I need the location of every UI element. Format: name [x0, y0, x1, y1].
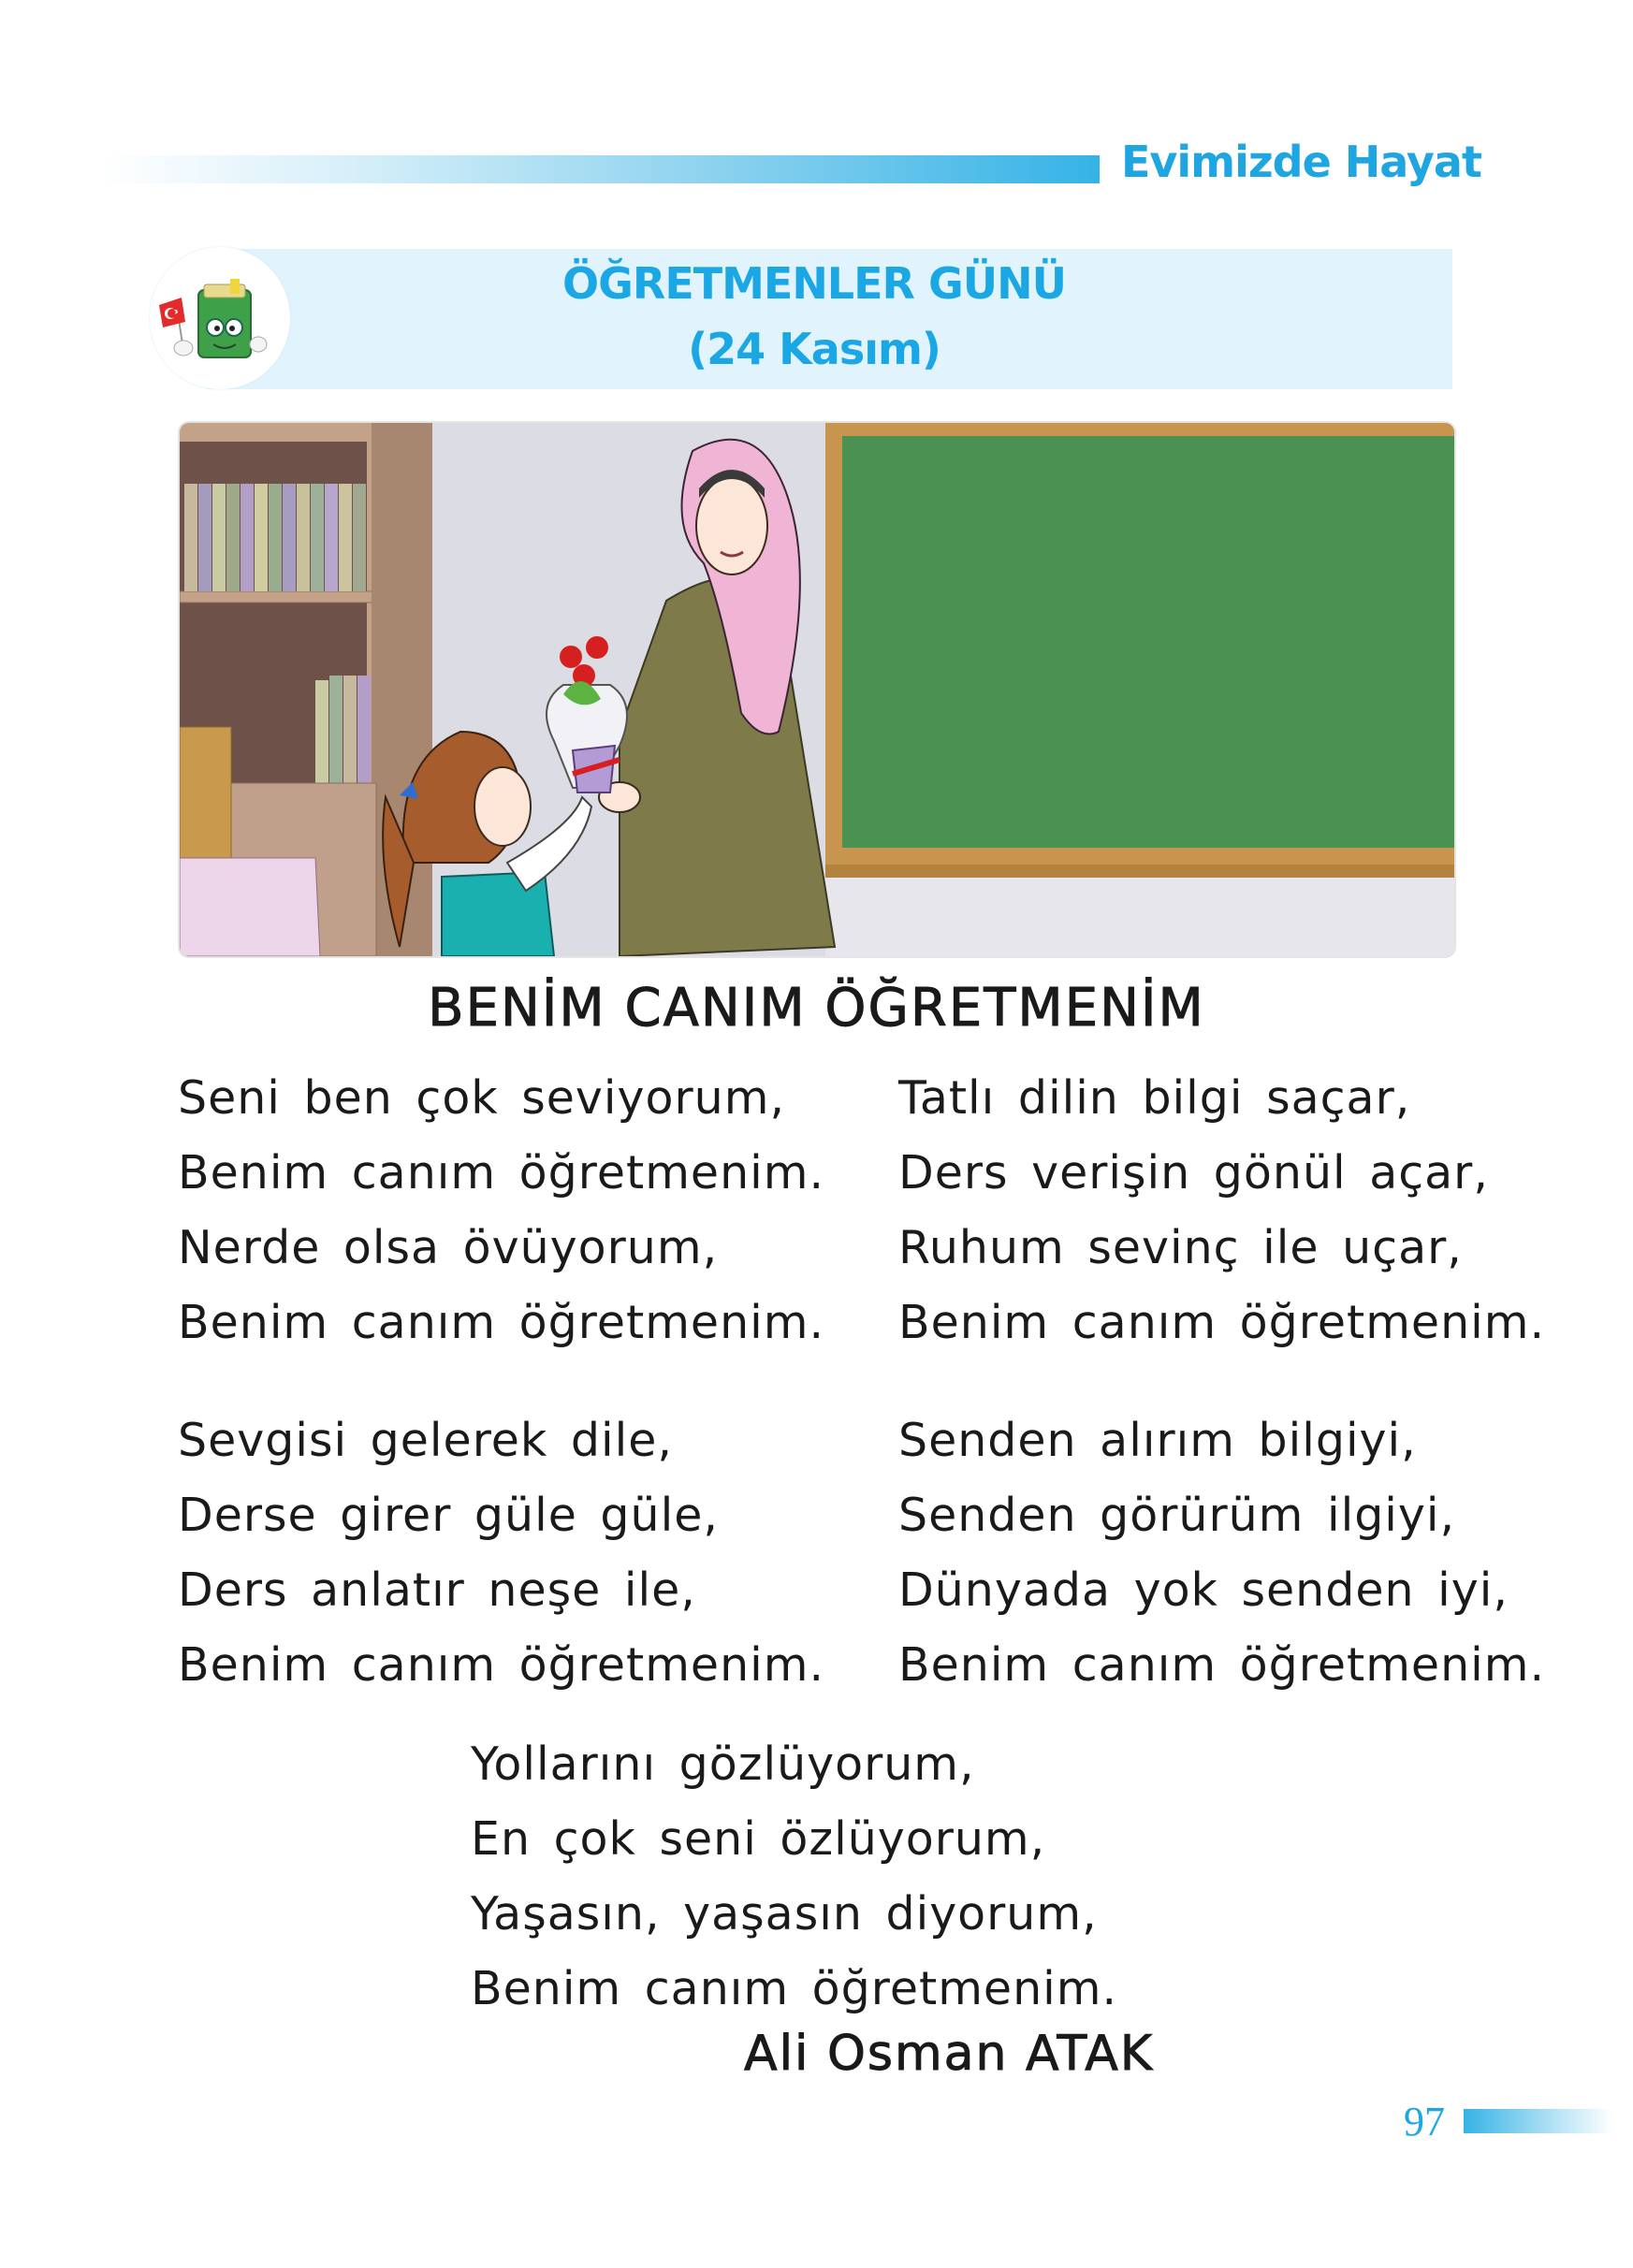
- poem-line: Sevgisi gelerek dile,: [178, 1414, 673, 1467]
- poem-line: Dünyada yok senden iyi,: [898, 1563, 1509, 1617]
- header-gradient-bar: [103, 155, 1100, 183]
- poem-author: Ali Osman ATAK: [744, 2026, 1154, 2082]
- page-title-line1: ÖĞRETMENLER GÜNÜ: [562, 258, 1066, 309]
- stanza-2: [898, 1061, 1545, 1360]
- page-number: 97: [1404, 2099, 1445, 2144]
- poem-line: Seni ben çok seviyorum,: [178, 1071, 786, 1125]
- stanza-4: [898, 1403, 1545, 1703]
- poem-title: BENİM CANIM ÖĞRETMENİM: [428, 978, 1205, 1039]
- poem-line: Derse girer güle güle,: [178, 1489, 719, 1542]
- stanza-5: [471, 1727, 1117, 2027]
- poem-line: Benim canım öğretmenim.: [178, 1296, 825, 1349]
- logo-circle: [150, 247, 290, 389]
- stanza-1: [178, 1061, 824, 1360]
- classroom-illustration: [178, 421, 1456, 958]
- poem-line: Senden görürüm ilgiyi,: [898, 1489, 1456, 1542]
- poem-line: Ders anlatır neşe ile,: [178, 1563, 696, 1617]
- poem-line: Benim canım öğretmenim.: [178, 1146, 825, 1199]
- poem-line: Ders verişin gönül açar,: [898, 1146, 1489, 1199]
- stanza-3: [178, 1403, 824, 1703]
- poem-line: Yollarını gözlüyorum,: [471, 1737, 975, 1791]
- poem-line: Benim canım öğretmenim.: [471, 1962, 1118, 2015]
- teacher-and-student-image: [180, 423, 1454, 956]
- poem-line: Nerde olsa övüyorum,: [178, 1221, 719, 1274]
- poem-line: Benim canım öğretmenim.: [898, 1296, 1546, 1349]
- poem-line: Tatlı dilin bilgi saçar,: [898, 1071, 1411, 1125]
- footer-gradient-bar: [1464, 2109, 1613, 2133]
- poem-line: Benim canım öğretmenim.: [178, 1638, 825, 1692]
- poem-line: Ruhum sevinç ile uçar,: [898, 1221, 1463, 1274]
- page-title: [290, 251, 1338, 382]
- poem-line: Yaşasın, yaşasın diyorum,: [471, 1887, 1098, 1941]
- page-title-line2: (24 Kasım): [688, 324, 940, 374]
- poem-line: Benim canım öğretmenim.: [898, 1638, 1546, 1692]
- poem-line: En çok seni özlüyorum,: [471, 1812, 1046, 1866]
- section-title: Evimizde Hayat: [1121, 137, 1481, 187]
- poem-line: Senden alırım bilgiyi,: [898, 1414, 1417, 1467]
- book-mascot-with-turkish-flag-icon: [150, 247, 290, 389]
